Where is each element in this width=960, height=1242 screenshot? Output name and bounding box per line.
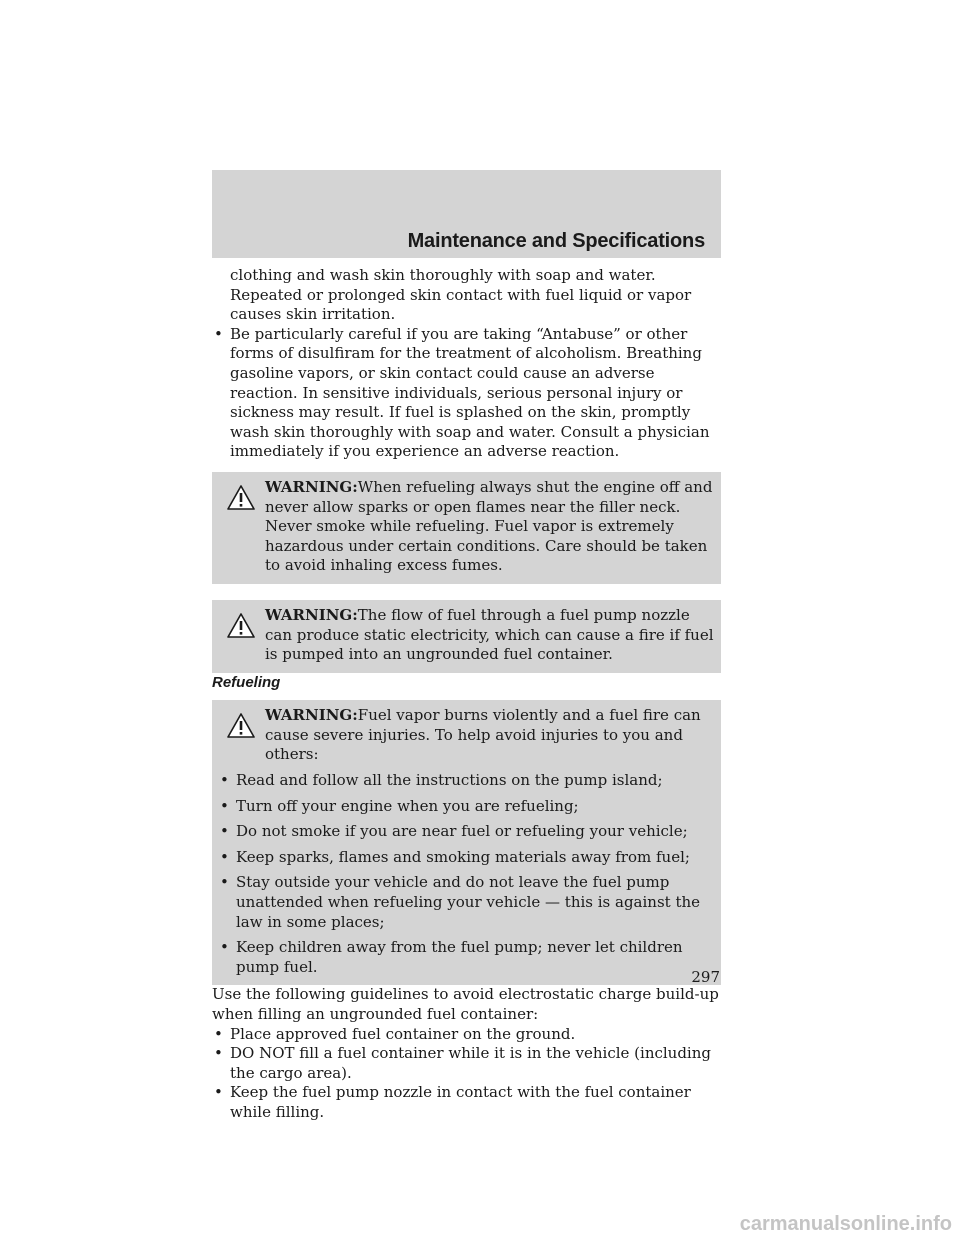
- list-item: • Stay outside your vehicle and do not leave the fuel pump unattended when refueling your vehicle — this is against the law in some places;: [218, 873, 715, 932]
- header-band: [212, 170, 721, 258]
- list-item: • Place approved fuel container on the ground.: [212, 1025, 721, 1045]
- warning-box-fire: [212, 700, 721, 985]
- warning-text: The flow of fuel through a fuel pump nozzle can produce static electricity, which can cause a fire if fuel is pumped into an ungrounded fuel container.: [265, 605, 714, 664]
- page-number: 297: [691, 968, 720, 986]
- guidelines-intro: Use the following guidelines to avoid electrostatic charge build-up when filling an ungrounded fuel container:: [212, 985, 719, 1023]
- list-item: • Read and follow all the instructions on the pump island;: [218, 771, 715, 791]
- section-heading-refueling: Refueling: [212, 673, 281, 691]
- warning-label: WARNING:: [265, 706, 358, 725]
- list-item: • Do not smoke if you are near fuel or refueling your vehicle;: [218, 822, 715, 842]
- page-content: [212, 266, 721, 1123]
- watermark: carmanualsonline.info: [739, 1213, 952, 1235]
- warning-body: [218, 706, 715, 765]
- bullet-antabuse: • Be particularly careful if you are taking “Antabuse” or other forms of disulfiram for the treatment of alcoholism. Breathing gasoline vapors, or skin contact could cause an adverse reaction. In sensitive individuals, serious personal injury or sickness may result. If fuel is splashed on the skin, promptly wash skin thoroughly with soap and water. Consult a physician immediately if you experience an adverse reaction.: [212, 325, 721, 462]
- page-title: Maintenance and Specifications: [407, 230, 705, 252]
- warning-text: Fuel vapor burns violently and a fuel fire can cause severe injuries. To help avoid injuries to you and others:: [265, 706, 701, 764]
- warning-label: WARNING:: [265, 477, 358, 496]
- warning-label: WARNING:: [265, 605, 358, 624]
- warning-bullet-list: [218, 771, 715, 977]
- warning-box-refueling: [212, 472, 721, 584]
- warning-body: [218, 606, 715, 665]
- continuation-paragraph: clothing and wash skin thoroughly with soap and water. Repeated or prolonged skin contact with fuel liquid or vapor causes skin irritation.: [230, 266, 692, 324]
- warning-text: When refueling always shut the engine off and never allow sparks or open flames near the filler neck. Never smoke while refueling. Fuel vapor is extremely hazardous under certain conditions. Care should be taken to avoid inhaling excess fumes.: [265, 477, 713, 575]
- warning-triangle-icon: [226, 712, 256, 739]
- list-item: • DO NOT fill a fuel container while it is in the vehicle (including the cargo area).: [212, 1044, 721, 1083]
- list-item: • Keep children away from the fuel pump; never let children pump fuel.: [218, 938, 715, 977]
- list-item: • Turn off your engine when you are refueling;: [218, 797, 715, 817]
- list-item: • Keep sparks, flames and smoking materials away from fuel;: [218, 848, 715, 868]
- warning-body: [218, 478, 715, 576]
- warning-triangle-icon: [226, 484, 256, 511]
- warning-triangle-icon: [226, 612, 256, 639]
- warning-box-static: [212, 600, 721, 673]
- list-item: • Keep the fuel pump nozzle in contact with the fuel container while filling.: [212, 1083, 721, 1122]
